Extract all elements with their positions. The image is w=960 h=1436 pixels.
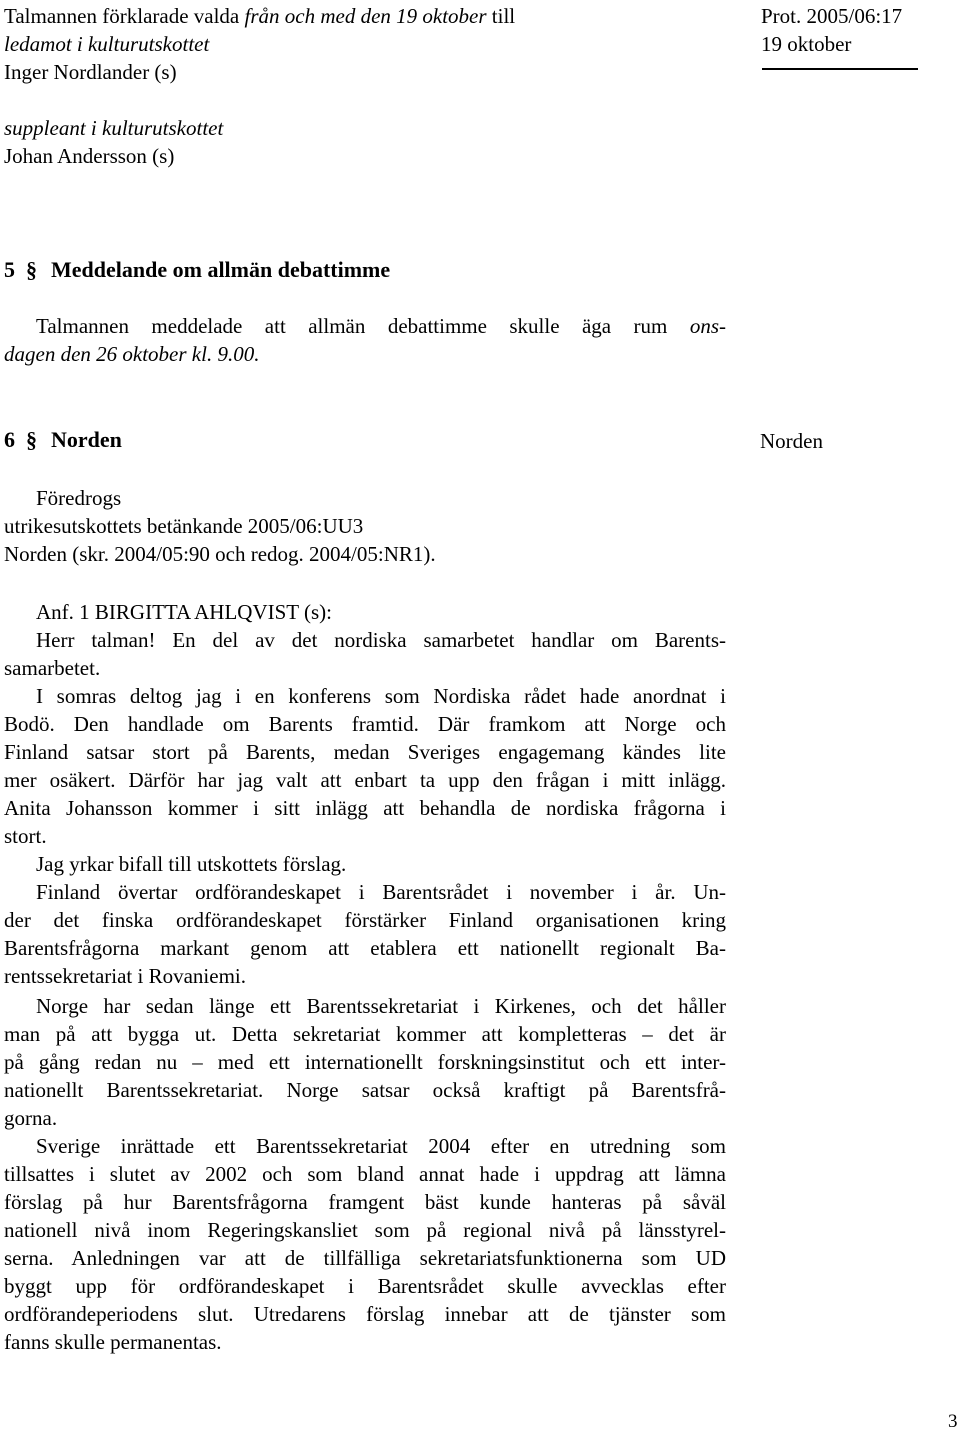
- speech-line: Herr talman! En del av det nordiska samarbetet handlar om Barents-: [36, 628, 726, 652]
- speech-line: stort.: [4, 824, 47, 848]
- speech-line: nationell nivå inom Regeringskansliet som på regional nivå på länsstyrel-: [4, 1218, 726, 1242]
- substitute-name: Johan Andersson (s): [4, 144, 175, 168]
- section-5-line-1: [4, 312, 726, 340]
- section-sign: §: [26, 257, 37, 282]
- speech-line: på gång redan nu – med ett internationellt forskningsinstitut och ett inter-: [4, 1050, 726, 1074]
- section-6-line-2: utrikesutskottets betänkande 2005/06:UU3: [4, 514, 364, 538]
- announcement-line: [4, 2, 515, 30]
- section-number: 6: [4, 427, 15, 452]
- speech-line: gorna.: [4, 1106, 58, 1130]
- section-title: Norden: [51, 427, 122, 452]
- margin-note-norden: Norden: [760, 429, 823, 453]
- speech-line: nationellt Barentssekretariat. Norge satsar också kraftigt på Barentsfrå-: [4, 1078, 726, 1102]
- protocol-number: Prot. 2005/06:17: [761, 4, 903, 28]
- section-number: 5: [4, 257, 15, 282]
- speech-line: Anita Johansson kommer i sitt inlägg att behandla de nordiska frågorna i: [4, 796, 726, 820]
- speech-line: I somras deltog jag i en konferens som Nordiska rådet hade anordnat i: [36, 684, 726, 708]
- header-rule: [762, 68, 918, 70]
- section-6-line-3: Norden (skr. 2004/05:90 och redog. 2004/05:NR1).: [4, 542, 436, 566]
- announcement-text-end: till: [486, 4, 516, 28]
- member-name: Inger Nordlander (s): [4, 60, 177, 84]
- section-5-date-text: ons-: [689, 314, 726, 338]
- section-sign: §: [26, 427, 37, 452]
- role-ledamot: ledamot i kulturutskottet: [4, 32, 210, 56]
- speech-line: rentssekretariat i Rovaniemi.: [4, 964, 247, 988]
- speech-line: man på att bygga ut. Detta sekretariat kommer att kompletteras – det är: [4, 1022, 726, 1046]
- section-6-line-1: Föredrogs: [36, 486, 122, 510]
- speech-line: Jag yrkar bifall till utskottets förslag.: [36, 852, 347, 876]
- speech-line: serna. Anledningen var att de tillfälliga sekretariatsfunktionerna som UD: [4, 1246, 726, 1270]
- speech-line: Sverige inrättade ett Barentssekretariat 2004 efter en utredning som: [36, 1134, 726, 1158]
- speech-line: byggt upp för ordförandeskapet i Barentsrådet skulle avvecklas efter: [4, 1274, 726, 1298]
- page-number: 3: [948, 1411, 958, 1432]
- section-6-heading: [4, 426, 122, 454]
- speech-line: mer osäkert. Därför har jag valt att enbart ta upp den frågan i mitt inlägg.: [4, 768, 726, 792]
- speech-line: ordförandeperiodens slut. Utredarens förslag innebar att de tjänster som: [4, 1302, 726, 1326]
- speech-line: Norge har sedan länge ett Barentssekretariat i Kirkenes, och det håller: [36, 994, 726, 1018]
- header-left: [4, 2, 515, 170]
- protocol-date: 19 oktober: [761, 32, 852, 56]
- speech-line: fanns skulle permanentas.: [4, 1330, 222, 1354]
- speech-line: Bodö. Den handlade om Barents framtid. Där framkom att Norge och: [4, 712, 726, 736]
- section-title: Meddelande om allmän debattimme: [51, 257, 391, 282]
- speech-line: tillsattes i slutet av 2002 och som bland annat hade i uppdrag att lämna: [4, 1162, 726, 1186]
- announcement-text: Talmannen förklarade valda: [4, 4, 245, 28]
- speech-line: Finland övertar ordförandeskapet i Barentsrådet i november i år. Un-: [36, 880, 726, 904]
- section-5-text: Talmannen meddelade att allmän debattimme skulle äga rum: [36, 314, 690, 338]
- announcement-date-text: från och med den 19 oktober: [244, 4, 487, 28]
- section-5-line-2: dagen den 26 oktober kl. 9.00.: [4, 342, 260, 366]
- speech-line: förslag på hur Barentsfrågorna framgent bäst kunde hanteras på såväl: [4, 1190, 726, 1214]
- speech-line: der det finska ordförandeskapet förstärker Finland organisationen kring: [4, 908, 726, 932]
- speech-line: Finland satsar stort på Barents, medan Sveriges engagemang kändes lite: [4, 740, 726, 764]
- speech-line: Barentsfrågorna markant genom att etablera ett nationellt regionalt Ba-: [4, 936, 726, 960]
- section-5-heading: [4, 256, 390, 284]
- speech-line: samarbetet.: [4, 656, 101, 680]
- role-suppleant: suppleant i kulturutskottet: [4, 116, 224, 140]
- header-right: [761, 2, 902, 58]
- speaker-heading: Anf. 1 BIRGITTA AHLQVIST (s):: [36, 600, 332, 624]
